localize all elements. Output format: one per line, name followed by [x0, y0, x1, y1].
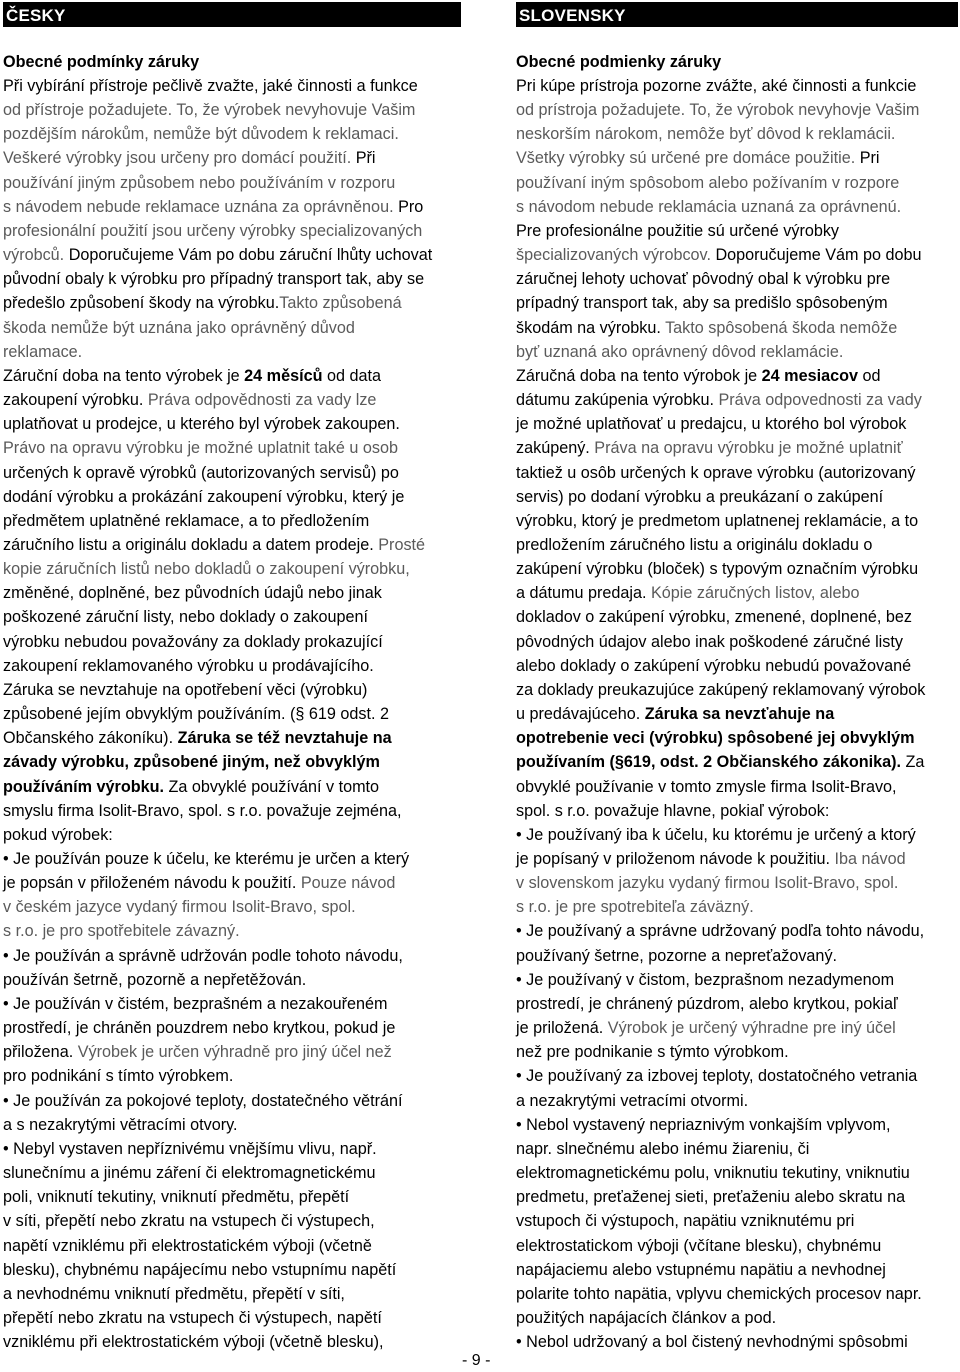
text-line — [3, 1330, 461, 1354]
text-line — [516, 1330, 958, 1354]
text-segment: Při — [355, 149, 376, 168]
text-line — [516, 847, 958, 871]
text-line — [3, 412, 461, 436]
text-segment: použitých napájacích článkov a pod. — [516, 1308, 777, 1327]
text-segment: zakoupení výrobku. — [3, 391, 148, 410]
text-segment: slunečnímu a jinému záření či elektromagnetickému — [3, 1164, 376, 1183]
text-segment: poli, vniknutí tekutiny, vniknutí předmětu, přepětí — [3, 1188, 350, 1207]
text-segment: Za — [901, 753, 925, 772]
text-line — [516, 340, 958, 364]
text-segment: od prístroja požadujete. To, že výrobok nevyhovje Vašim — [516, 101, 920, 120]
text-segment: výrobku nebudou považovány za doklady prokazující — [3, 632, 383, 651]
text-segment: používáním výrobku. — [3, 777, 165, 796]
text-line — [3, 364, 461, 388]
text-segment: v českém jazyce vydaný firmou Isolit-Bravo, spol. — [3, 898, 356, 917]
text-segment: 24 mesiacov — [761, 366, 858, 385]
text-segment: • Je používán v čistém, bezprašném a nezakouřeném — [3, 994, 388, 1013]
text-line — [516, 146, 958, 170]
text-segment: od — [857, 366, 881, 385]
slovak-header: SLOVENSKY — [516, 2, 958, 27]
text-segment: škodám na výrobku. — [516, 318, 666, 337]
text-line — [3, 316, 461, 340]
text-segment: určených k opravě výrobků (autorizovaných servisů) po — [3, 463, 399, 482]
text-line — [516, 895, 958, 919]
text-segment: než pre podnikanie s týmto výrobkom. — [516, 1043, 789, 1062]
text-line — [3, 1016, 461, 1040]
text-segment: změněné, doplněné, bez původních údajů nebo jinak — [3, 584, 382, 603]
text-line — [516, 823, 958, 847]
text-segment: • Je používán za pokojové teploty, dostatečného větrání — [3, 1091, 403, 1110]
text-line — [3, 1185, 461, 1209]
text-segment: je priložená. — [516, 1019, 608, 1038]
text-segment: Práva na opravu výrobku je možné uplatniť — [594, 439, 903, 458]
text-line — [516, 1161, 958, 1185]
text-segment: zakoupení reklamovaného výrobku u prodávajícího. — [3, 656, 374, 675]
text-line — [3, 581, 461, 605]
text-segment: používání jiným způsobem nebo používáním v rozporu — [3, 173, 396, 192]
text-line — [516, 726, 958, 750]
czech-column — [3, 2, 461, 1354]
text-line — [516, 291, 958, 315]
text-segment: od přístroje požadujete. To, že výrobek nevyhovuje Vašim — [3, 101, 416, 120]
text-line — [516, 1258, 958, 1282]
text-segment: elektromagnetickému polu, vniknutiu tekutiny, vniknutiu — [516, 1164, 910, 1183]
czech-title: Obecné podmínky záruky — [3, 53, 200, 71]
text-line — [516, 605, 958, 629]
text-line — [3, 243, 461, 267]
text-line — [3, 1040, 461, 1064]
text-segment: s návodom nebude reklamácia uznaná za oprávnenú. — [516, 197, 902, 216]
text-line — [516, 1040, 958, 1064]
text-line — [516, 871, 958, 895]
text-line — [3, 509, 461, 533]
text-line — [516, 1016, 958, 1040]
text-segment: Všetky výrobky sú určené pre domáce použitie. — [516, 149, 860, 168]
text-line — [3, 968, 461, 992]
text-segment: pozdějším nárokům, nemůže být důvodem k reklamaci. — [3, 125, 399, 144]
text-segment: smyslu firma Isolit-Bravo, spol. s r.o. považuje zejména, — [3, 801, 402, 820]
text-line — [516, 1137, 958, 1161]
text-segment: je popísaný v priloženom návode k použitiu. — [516, 850, 835, 868]
text-segment: prostredí, je chránený púzdrom, alebo krytkou, pokiaľ — [516, 994, 898, 1013]
text-line — [3, 1209, 461, 1233]
text-segment: u predávajúceho. — [516, 705, 645, 724]
text-line — [3, 919, 461, 943]
text-line — [516, 509, 958, 533]
text-segment: 24 měsíců — [244, 366, 323, 385]
text-line — [516, 1089, 958, 1113]
text-segment: Kópie záručných listov, alebo — [651, 584, 860, 603]
text-segment: prostředí, je chráněn pouzdrem nebo krytkou, pokud je — [3, 1019, 396, 1038]
text-line — [516, 702, 958, 726]
text-line — [3, 195, 461, 219]
text-line — [516, 364, 958, 388]
text-segment: Záruční doba na tento výrobek je — [3, 366, 245, 385]
text-line — [3, 98, 461, 122]
text-line — [3, 122, 461, 146]
text-line — [3, 1258, 461, 1282]
text-line — [516, 1113, 958, 1137]
text-segment: používaním (§619, odst. 2 Občianského zákonika). — [516, 753, 902, 772]
page-number: - 9 - — [462, 1352, 491, 1369]
text-segment: Pri kúpe prístroja pozorne zvážte, aké činnosti a funkcie — [516, 77, 917, 95]
text-segment: Doporučujeme Vám po dobu — [715, 246, 922, 265]
text-segment: je popsán v přiloženém návodu k použití. — [3, 874, 301, 893]
text-segment: přiložena. — [3, 1043, 78, 1062]
text-line — [3, 799, 461, 823]
text-line — [516, 1185, 958, 1209]
text-line — [516, 944, 958, 968]
text-segment: předmětem uplatněné reklamace, a to předložením — [3, 511, 370, 530]
text-segment: dodání výrobku a prokázání zakoupení výrobku, který je — [3, 487, 405, 506]
text-segment: Záruka se nevztahuje na opotřebení věci (výrobku) — [3, 680, 368, 699]
text-segment: dokladov o zakúpení výrobku, zmenené, doplnené, bez — [516, 608, 912, 627]
text-segment: polarite tohto napätia, vplyvu chemických procesov napr. — [516, 1284, 922, 1303]
text-line — [3, 895, 461, 919]
text-line — [3, 557, 461, 581]
text-segment: Doporučujeme Vám po dobu záruční lhůty uchovat — [68, 246, 433, 265]
text-segment: a dátumu predaja. — [516, 584, 651, 603]
text-segment: původní obaly k výrobku pro případný transport tak, aby se — [3, 270, 425, 289]
text-segment: Výrobok je určený výhradne pre iný účel — [607, 1019, 896, 1038]
text-segment: Veškeré výrobky jsou určeny pro domácí použití. — [3, 149, 356, 168]
text-segment: předešlo způsobení škody na výrobku. — [3, 294, 280, 313]
text-line — [3, 605, 461, 629]
text-segment: a nezakrytými vetracími otvormi. — [516, 1091, 749, 1110]
text-line — [3, 750, 461, 774]
czech-body — [3, 74, 461, 1354]
text-line — [3, 267, 461, 291]
text-segment: profesionální použití jsou určeny výrobky specializovaných — [3, 221, 423, 240]
text-segment: • Je používaný a správne udržovaný podľa tohto návodu, — [516, 922, 925, 941]
slovak-column — [516, 2, 958, 1354]
text-segment: výrobců. — [3, 246, 69, 265]
text-segment: Záruka se též nevztahuje na — [177, 729, 392, 748]
text-segment: Občanského zákoníku). — [3, 729, 178, 748]
text-segment: napr. slnečnému alebo inému žiareniu, či — [516, 1139, 810, 1158]
text-line — [3, 871, 461, 895]
text-segment: Pri — [859, 149, 880, 168]
text-line — [516, 1209, 958, 1233]
text-line — [516, 654, 958, 678]
text-line — [516, 1234, 958, 1258]
text-segment: Při vybírání přístroje pečlivě zvažte, jaké činnosti a funkce — [3, 77, 418, 95]
text-segment: a s nezakrytými větracími otvory. — [3, 1115, 238, 1134]
text-segment: způsobené jejím obvyklým používáním. (§ 619 odst. 2 — [3, 705, 390, 724]
text-line — [3, 992, 461, 1016]
text-segment: Práva odpovědnosti za vady lze — [147, 391, 377, 410]
text-line — [516, 750, 958, 774]
text-line — [3, 944, 461, 968]
text-line — [516, 1306, 958, 1330]
text-segment: servis) po dodaní výrobku a preukázaní o zakúpení — [516, 487, 884, 506]
text-segment: Záručná doba na tento výrobok je — [516, 366, 762, 385]
text-segment: s návodem nebude reklamace uznána za oprávněnou. — [3, 197, 399, 216]
text-segment: záručního listu a originálu dokladu a datem prodeje. — [3, 535, 379, 554]
text-segment: Pre profesionálne použitie sú určené výrobky — [516, 221, 840, 240]
text-segment: • Nebyl vystaven nepříznivému vnějšímu vlivu, např. — [3, 1139, 377, 1158]
text-line — [516, 799, 958, 823]
text-segment: • Nebol udržovaný a bol čistený nevhodnými spôsobmi — [516, 1333, 908, 1352]
text-segment: zakúpení výrobku (bloček) s typovým označním výrobku — [516, 560, 919, 579]
slovak-body — [516, 74, 958, 1354]
text-segment: vzniklému při elektrostatickém výboji (včetně blesku), — [3, 1333, 384, 1352]
text-line — [516, 485, 958, 509]
text-segment: přepětí nebo zkratu na vstupech či výstupech, napětí — [3, 1308, 382, 1327]
text-segment: neskorším nárokom, nemôže byť dôvod k reklamácii. — [516, 125, 896, 144]
text-line — [3, 485, 461, 509]
text-segment: špecializovaných výrobcov. — [516, 246, 716, 265]
text-segment: za doklady preukazujúce zakúpený reklamovaný výrobok — [516, 680, 926, 699]
slovak-title: Obecné podmienky záruky — [516, 53, 722, 71]
text-segment: používaný šetrne, pozorne a nepreťažovaný. — [516, 946, 838, 965]
text-segment: • Nebol vystavený nepriaznivým vonkajším vplyvom, — [516, 1115, 891, 1134]
text-line — [516, 388, 958, 412]
text-segment: od data — [322, 366, 381, 385]
text-segment: Iba návod — [834, 850, 906, 868]
text-line — [516, 775, 958, 799]
text-line — [516, 533, 958, 557]
text-line — [516, 919, 958, 943]
text-segment: • Je používán pouze k účelu, ke kterému je určen a který — [3, 850, 410, 868]
text-line — [516, 1282, 958, 1306]
text-segment: • Je používán a správně udržován podle tohoto návodu, — [3, 946, 403, 965]
text-segment: Takto spôsobená škoda nemôže — [665, 318, 898, 337]
text-segment: závady výrobku, způsobené jiným, než obvyklým — [3, 753, 380, 772]
text-line — [516, 557, 958, 581]
text-segment: s r.o. je pre spotrebiteľa záväzný. — [516, 898, 754, 917]
text-segment: predmetu, preťaženej sieti, preťaženiu alebo skratu na — [516, 1188, 906, 1207]
text-line — [3, 340, 461, 364]
text-segment: vstupoch či výstupoch, napätiu vzniknutému pri — [516, 1212, 855, 1231]
text-line — [516, 678, 958, 702]
text-line — [516, 412, 958, 436]
text-segment: a nevhodnému vniknutí předmětu, přepětí v síti, — [3, 1284, 345, 1303]
czech-header: ČESKY — [3, 2, 461, 27]
text-segment: zakúpený. — [516, 439, 595, 458]
text-segment: Právo na opravu výrobku je možné uplatnit také u osob — [3, 439, 399, 458]
text-line — [3, 823, 461, 847]
text-line — [516, 992, 958, 1016]
text-segment: Výrobek je určen výhradně pro jiný účel než — [77, 1043, 392, 1062]
text-line — [3, 533, 461, 557]
text-line — [516, 267, 958, 291]
text-segment: dátumu zakúpenia výrobku. — [516, 391, 719, 410]
text-segment: byť uznaná ako oprávnený dôvod reklamácie. — [516, 342, 844, 361]
text-segment: v slovenskom jazyku vydaný firmou Isolit-Bravo, spol. — [516, 874, 899, 893]
text-segment: obvyklé používanie v tomto zmysle firma Isolit-Bravo, — [516, 777, 897, 796]
text-segment: kopie záručních listů nebo dokladů o zakoupení výrobku, — [3, 560, 410, 579]
text-line — [3, 654, 461, 678]
text-line — [516, 195, 958, 219]
text-segment: Prosté — [378, 535, 426, 554]
text-segment: používaní iným spôsobom alebo požívaním v rozpore — [516, 173, 900, 192]
text-line — [3, 461, 461, 485]
text-line — [3, 1234, 461, 1258]
text-segment: uplatňovat u prodejce, u kterého byl výrobek zakoupen. — [3, 415, 400, 434]
text-segment: alebo doklady o zakúpení výrobku nebudú považované — [516, 656, 912, 675]
text-line — [516, 243, 958, 267]
text-line — [3, 726, 461, 750]
text-line — [516, 968, 958, 992]
text-segment: napětí vzniklému při elektrostatickém výboji (včetně — [3, 1236, 372, 1255]
text-line — [516, 74, 958, 98]
text-segment: elektrostatickom výboji (včítane blesku), chybnému — [516, 1236, 882, 1255]
text-line — [3, 388, 461, 412]
text-segment: v síti, přepětí nebo zkratu na vstupech či výstupech, — [3, 1212, 375, 1231]
text-line — [3, 678, 461, 702]
text-segment: pôvodných údajov alebo inak poškodené záručné listy — [516, 632, 903, 651]
text-line — [516, 219, 958, 243]
text-line — [516, 316, 958, 340]
text-line — [3, 1137, 461, 1161]
text-segment: Práva odpovednosti za vady — [718, 391, 922, 410]
text-segment: napájaciemu alebo vstupnému napätiu a nevhodnej — [516, 1260, 886, 1279]
text-segment: je možné uplatňovať u predajcu, u ktorého bol výrobok — [516, 415, 907, 434]
text-line — [516, 98, 958, 122]
text-segment: reklamace. — [3, 342, 83, 361]
text-line — [3, 1282, 461, 1306]
text-segment: opotrebenie veci (výrobku) spôsobené jej obvyklým — [516, 729, 915, 748]
text-line — [3, 436, 461, 460]
text-line — [516, 461, 958, 485]
text-line — [3, 1306, 461, 1330]
text-segment: Za obvyklé používání v tomto — [164, 777, 380, 796]
text-line — [3, 146, 461, 170]
text-line — [516, 630, 958, 654]
text-segment: spol. s r.o. považuje hlavne, pokiaľ výrobok: — [516, 801, 830, 820]
text-segment: • Je používaný v čistom, bezprašnom nezadymenom — [516, 970, 895, 989]
text-segment: pro podnikání s tímto výrobkem. — [3, 1067, 234, 1086]
text-segment: s r.o. je pro spotřebitele závazný. — [3, 922, 240, 941]
text-line — [3, 1161, 461, 1185]
text-line — [516, 436, 958, 460]
text-line — [3, 291, 461, 315]
text-segment: záručnej lehoty uchovať pôvodný obal k výrobku pre — [516, 270, 891, 289]
text-line — [3, 775, 461, 799]
text-segment: výrobku, ktorý je predmetom uplatnenej reklamácie, a to — [516, 511, 919, 530]
text-line — [516, 171, 958, 195]
text-line — [3, 702, 461, 726]
text-segment: pokud výrobek: — [3, 825, 113, 844]
text-segment: blesku), chybnému napájecímu nebo vstupnímu napětí — [3, 1260, 397, 1279]
text-segment: poškozené záruční listy, nebo doklady o zakoupení — [3, 608, 369, 627]
text-line — [3, 1064, 461, 1088]
text-segment: • Je používaný za izbovej teploty, dostatočného vetrania — [516, 1067, 918, 1086]
text-line — [3, 219, 461, 243]
text-line — [516, 122, 958, 146]
text-line — [3, 1113, 461, 1137]
text-line — [3, 171, 461, 195]
text-line — [3, 847, 461, 871]
text-line — [3, 74, 461, 98]
text-segment: predložením záručného listu a originálu dokladu o — [516, 535, 873, 554]
text-segment: používán šetrně, pozorně a nepřetěžován. — [3, 970, 307, 989]
text-segment: Záruka sa nevzťahuje na — [644, 705, 835, 724]
text-segment: Pro — [398, 197, 424, 216]
text-segment: škoda nemůže být uznána jako oprávněný důvod — [3, 318, 355, 337]
text-line — [516, 581, 958, 605]
text-segment: Pouze návod — [300, 874, 396, 893]
text-segment: prípadný transport tak, aby sa predišlo spôsobeným — [516, 294, 888, 313]
text-line — [3, 630, 461, 654]
text-segment: Takto způsobená — [279, 294, 402, 313]
text-segment: • Je používaný iba k účelu, ku ktorému je určený a ktorý — [516, 825, 916, 844]
text-line — [3, 1089, 461, 1113]
text-segment: taktiež u osôb určených k oprave výrobku (autorizovaný — [516, 463, 916, 482]
text-line — [516, 1064, 958, 1088]
